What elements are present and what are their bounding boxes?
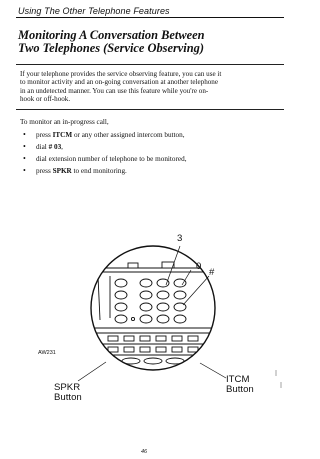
- callout-0: 0: [196, 261, 202, 272]
- scan-marks: [276, 370, 281, 388]
- step-text: press: [36, 131, 53, 139]
- model-label: AW231: [38, 350, 56, 356]
- leader-spkr: [78, 362, 106, 381]
- spkr-label-button: Button: [54, 391, 82, 403]
- step-text: ,: [61, 143, 63, 151]
- callout-3: 3: [177, 233, 183, 244]
- bullet: •: [23, 166, 26, 175]
- itcm-label: ITCM: [226, 374, 250, 385]
- step-key: ITCM: [52, 131, 73, 139]
- section-title-line-1: Monitoring A Conversation Between: [18, 28, 205, 42]
- bullet: •: [23, 142, 26, 151]
- step-text: or any other assigned intercom button,: [72, 131, 185, 139]
- note-line-1: If your telephone provides the service observing feature, you can use it: [20, 70, 222, 78]
- itcm-label-button: Button: [226, 383, 254, 395]
- step-text: dial: [36, 143, 49, 151]
- note-line-3: in an undetected manner. You can use this feature while you're on-: [20, 86, 209, 95]
- procedure-intro: To monitor an in-progress call,: [20, 118, 109, 126]
- step-key: SPKR: [52, 167, 72, 175]
- note-line-2: to monitor activity and an on-going conversation at another telephone: [20, 78, 218, 87]
- spkr-button-callout: [54, 383, 82, 403]
- step-key: # 03: [48, 143, 62, 151]
- spkr-label: SPKR: [54, 382, 81, 393]
- step-text: dial extension number of telephone to be monitored,: [36, 155, 187, 163]
- page-number: 46: [141, 449, 148, 455]
- itcm-button-callout: [226, 375, 254, 395]
- running-head: Using The Other Telephone Features: [18, 6, 170, 16]
- step-text: to end monitoring.: [71, 167, 127, 175]
- bullet: •: [23, 130, 26, 139]
- note-line-4: hook or off-hook.: [20, 95, 71, 104]
- section-title-line-2: Two Telephones (Service Observing): [18, 41, 204, 55]
- step-text: press: [36, 167, 53, 175]
- leader-itcm: [200, 363, 226, 378]
- bullet: •: [23, 154, 26, 163]
- callout-hash: #: [209, 267, 215, 278]
